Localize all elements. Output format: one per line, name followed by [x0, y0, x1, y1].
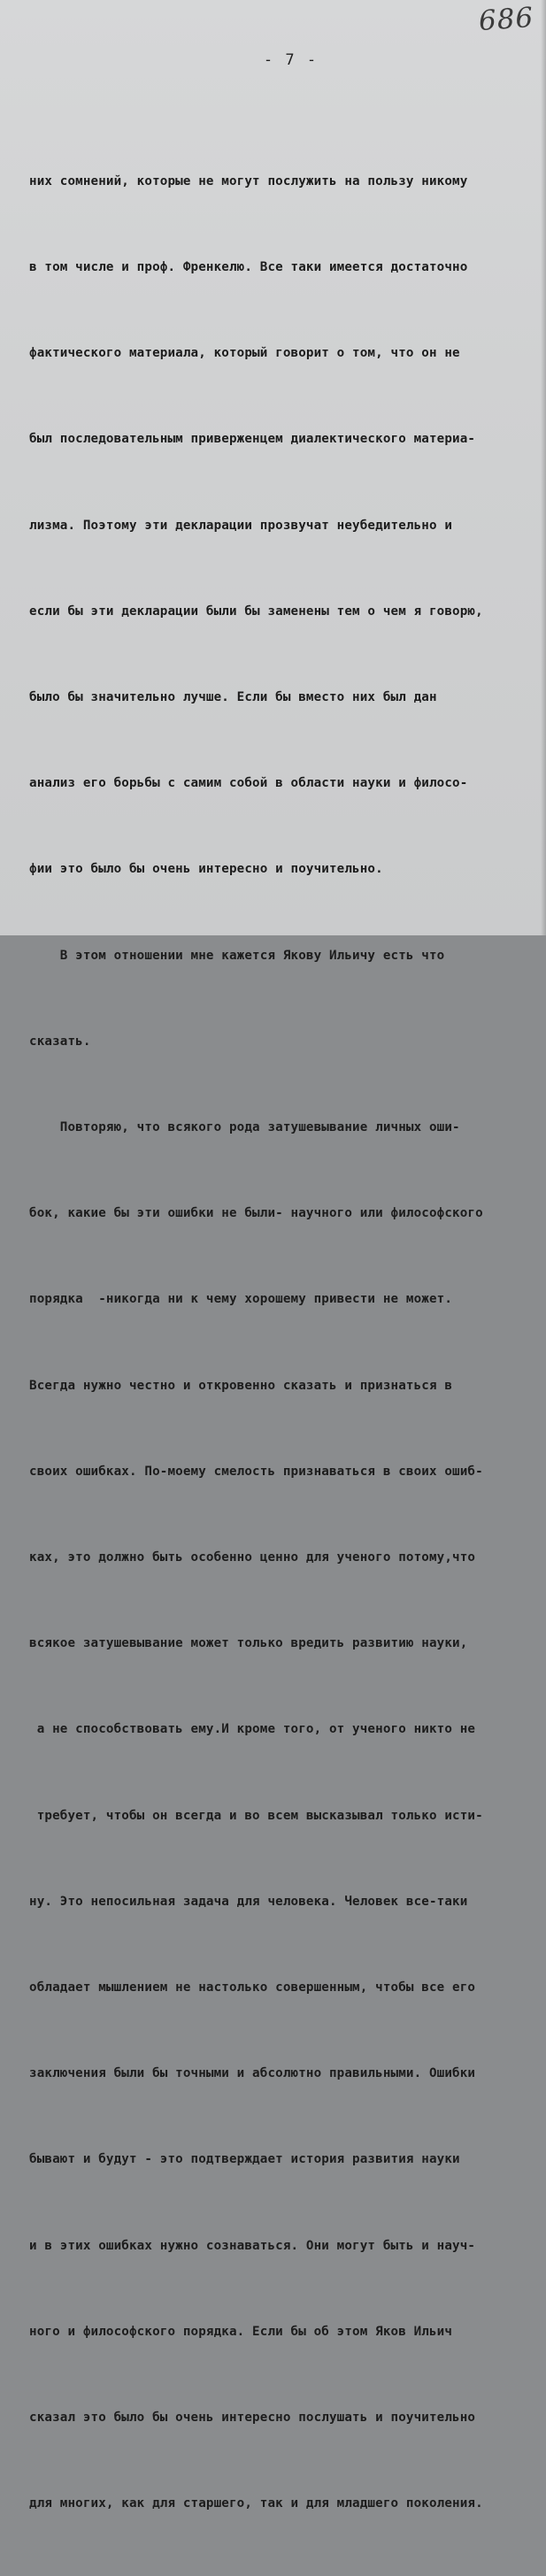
text-line: Всегда нужно честно и откровенно сказать и признаться в — [29, 1378, 453, 1393]
page-number: - 7 - — [263, 51, 319, 69]
text-line: и в этих ошибках нужно сознаваться. Они могут быть и науч- — [29, 2238, 476, 2253]
text-line: ках, это должно быть особенно ценно для ученого потому,что — [29, 1550, 476, 1565]
text-line: своих ошибках. По-моему смелость признаваться в своих ошиб- — [29, 1464, 483, 1479]
text-line: а не способствовать ему.И кроме того, от ученого никто не — [29, 1722, 476, 1737]
text-line: лизма. Поэтому эти декларации прозвучат неубедительно и — [29, 518, 453, 533]
text-line: фактического материала, который говорит о том, что он не — [29, 346, 460, 361]
text-line: бывают и будут - это подтверждает история развития науки — [29, 2152, 460, 2167]
text-line: требует, чтобы он всегда и во всем высказывал только исти- — [29, 1808, 483, 1823]
body-text — [29, 110, 541, 2576]
text-line: ного и философского порядка. Если бы об этом Яков Ильич — [29, 2324, 453, 2339]
text-line: сказать. — [29, 1034, 91, 1049]
text-line: фии это было бы очень интересно и поучительно. — [29, 862, 383, 877]
text-line: было бы значительно лучше. Если бы вместо них был дан — [29, 690, 437, 705]
text-line: обладает мышлением не настолько совершенным, чтобы все его — [29, 1980, 476, 1995]
text-line: сказал это было бы очень интересно послушать и поучительно — [29, 2411, 476, 2426]
text-line: ну. Это непосильная задача для человека. Человек все-таки — [29, 1894, 468, 1909]
archive-number: 686 — [477, 1, 535, 38]
text-line: них сомнений, которые не могут послужить на пользу никому — [29, 173, 468, 188]
text-line: порядка -никогда ни к чему хорошему привести не может. — [29, 1292, 453, 1307]
text-line: всякое затушевывание может только вредить развитию науки, — [29, 1636, 468, 1651]
text-line: для многих, как для старшего, так и для младшего поколения. — [29, 2496, 483, 2511]
text-line: был последовательным приверженцем диалектического материа- — [29, 432, 476, 447]
text-line: Повторяю, что всякого рода затушевывание личных оши- — [29, 1120, 460, 1135]
text-line: анализ его борьбы с самим собой в области науки и филосо- — [29, 776, 468, 791]
text-line: В этом отношении мне кажется Якову Ильичу есть что — [29, 948, 445, 963]
text-line: заключения были бы точными и абсолютно правильными. Ошибки — [29, 2066, 476, 2081]
text-line: в том числе и проф. Френкелю. Все таки имеется достаточно — [29, 260, 468, 275]
text-line: если бы эти декларации были бы заменены тем о чем я говорю, — [29, 604, 483, 619]
text-line: бок, какие бы эти ошибки не были- научного или философского — [29, 1206, 483, 1221]
